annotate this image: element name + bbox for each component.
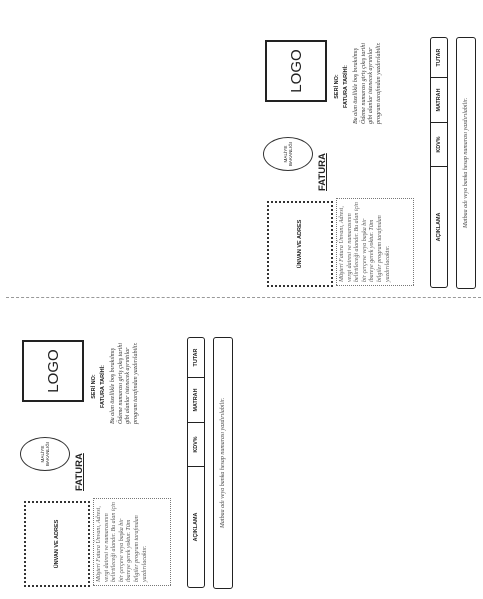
seal-line1: MALİYE — [39, 445, 45, 463]
invoice-copy-left — [0, 299, 237, 599]
col-vat: KDV% — [431, 122, 447, 166]
col-base: MATRAH — [188, 377, 204, 422]
address-label: ÜNVAN VE ADRES — [297, 219, 303, 269]
serial-label: SERİ NO: — [334, 74, 340, 99]
address-label: ÜNVAN VE ADRES — [54, 519, 60, 569]
bank-note: Matbaa adı veya banka hesap numarası yazdırılabilir. — [213, 337, 233, 589]
ministry-seal — [20, 437, 70, 471]
serial-block — [90, 344, 108, 429]
notes-text: Bu alan özellikle boş bırakılmış Ödeme numarası giriş çıkış tarihi gibi alanlar istenecek ayrıntılar program tarafından yazdırılabilir. — [110, 342, 139, 424]
logo-text: LOGO — [44, 349, 62, 393]
logo-text: LOGO — [287, 49, 305, 93]
customer-info-box: Müşteri Fatura Ünvanı, Adresi, vergi dairesi ve numarasının belirtileceği alandır. Bu alan için bir çerçeve veya başka bir ibareye gerek yoktur. Tüm bilgiler program tarafından yazdırılacaktır. — [336, 198, 414, 286]
date-label: FATURA TARİHİ: — [100, 365, 106, 408]
invoice-title: FATURA — [317, 153, 328, 191]
seal-line2: BAKANLIĞI — [45, 441, 50, 467]
invoice-copy-right — [243, 0, 480, 299]
col-total: TUTAR — [193, 348, 199, 367]
col-base: MATRAH — [431, 77, 447, 122]
logo-box — [22, 340, 84, 402]
date-label: FATURA TARİHİ: — [343, 65, 349, 108]
customer-info-box: Müşteri Fatura Ünvanı, Adresi, vergi dairesi ve numarasının belirtileceği alandır. Bu alan için bir çerçeve veya başka bir ibareye gerek yoktur. Tüm bilgiler program tarafından yazdırılacaktır. — [93, 498, 171, 586]
items-table-header — [430, 37, 448, 288]
serial-block — [333, 44, 351, 129]
serial-label: SERİ NO: — [91, 374, 97, 399]
logo-box — [265, 40, 327, 102]
bank-note: Matbaa adı veya banka hesap numarası yazdırılabilir. — [456, 37, 476, 289]
address-box — [267, 201, 333, 287]
items-table-header — [187, 337, 205, 588]
col-total: TUTAR — [436, 48, 442, 67]
seal-line2: BAKANLIĞI — [288, 141, 293, 167]
col-description: AÇIKLAMA — [188, 466, 204, 587]
address-box — [24, 501, 90, 587]
col-vat: KDV% — [188, 422, 204, 466]
invoice-title: FATURA — [74, 453, 85, 491]
notes-text: Bu alan özellikle boş bırakılmış Ödeme numarası giriş çıkış tarihi gibi alanlar istenecek ayrıntılar program tarafından yazdırılabilir. — [353, 42, 382, 124]
ministry-seal — [263, 137, 313, 171]
col-description: AÇIKLAMA — [431, 166, 447, 287]
seal-line1: MALİYE — [282, 145, 288, 163]
